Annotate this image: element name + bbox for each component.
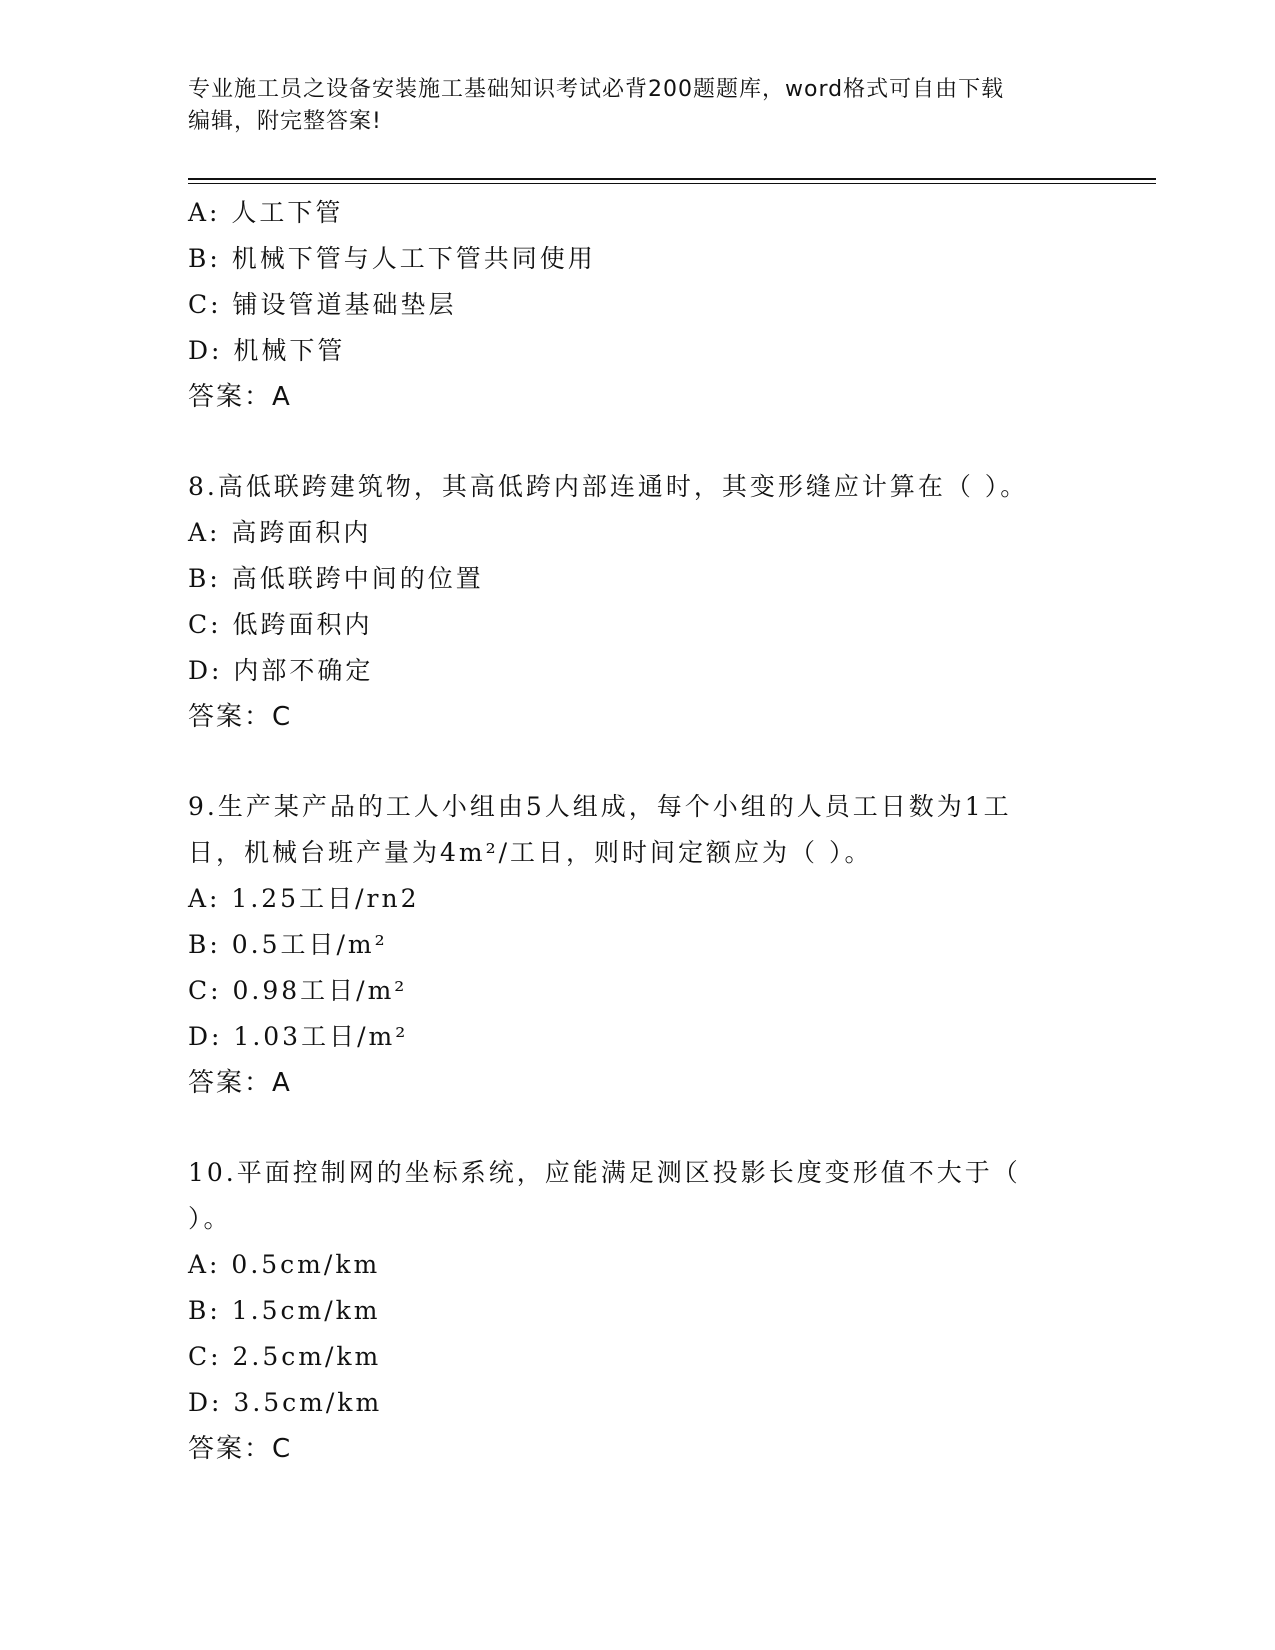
option-d: D: 内部不确定 xyxy=(188,656,374,685)
question-block-7 xyxy=(188,190,1088,420)
option-a: A: 高跨面积内 xyxy=(188,518,372,547)
spacer xyxy=(188,1106,1088,1150)
option-a: A: 1.25工日/rn2 xyxy=(188,884,420,913)
option-c: C: 0.98工日/m² xyxy=(188,976,408,1005)
question-stem-line-1: 9.生产某产品的工人小组由5人组成，每个小组的人员工日数为1工 xyxy=(188,792,1012,821)
answer-label: 答案：A xyxy=(188,382,292,412)
header-rule-thin xyxy=(188,183,1156,184)
question-list xyxy=(188,190,1088,1472)
document-header xyxy=(188,74,1068,138)
question-stem-line-1: 10.平面控制网的坐标系统，应能满足测区投影长度变形值不大于（ xyxy=(188,1158,1021,1187)
spacer xyxy=(188,740,1088,784)
question-stem-line-2: 日，机械台班产量为4m²/工日，则时间定额应为（ ）。 xyxy=(188,838,873,867)
option-d: D: 机械下管 xyxy=(188,336,346,365)
option-a: A: 人工下管 xyxy=(188,198,344,227)
question-block-9 xyxy=(188,784,1088,1106)
question-stem-line-2: ）。 xyxy=(188,1204,232,1233)
header-rule-thick xyxy=(188,178,1156,180)
option-b: B: 1.5cm/km xyxy=(188,1296,381,1325)
answer-label: 答案：C xyxy=(188,1434,293,1464)
option-b: B: 0.5工日/m² xyxy=(188,930,388,959)
option-d: D: 1.03工日/m² xyxy=(188,1022,409,1051)
option-a: A: 0.5cm/km xyxy=(188,1250,381,1279)
answer-label: 答案：A xyxy=(188,1068,292,1098)
question-block-8 xyxy=(188,464,1088,740)
option-b: B: 高低联跨中间的位置 xyxy=(188,564,484,593)
option-c: C: 2.5cm/km xyxy=(188,1342,382,1371)
question-stem: 8.高低联跨建筑物，其高低跨内部连通时，其变形缝应计算在（ ）。 xyxy=(188,472,1029,501)
spacer xyxy=(188,420,1088,464)
option-b: B: 机械下管与人工下管共同使用 xyxy=(188,244,596,273)
header-title-line-2: 编辑，附完整答案! xyxy=(188,109,382,134)
question-block-10 xyxy=(188,1150,1088,1472)
answer-label: 答案：C xyxy=(188,702,293,732)
option-d: D: 3.5cm/km xyxy=(188,1388,383,1417)
option-c: C: 低跨面积内 xyxy=(188,610,373,639)
option-c: C: 铺设管道基础垫层 xyxy=(188,290,457,319)
header-title-line-1: 专业施工员之设备安装施工基础知识考试必背200题题库，word格式可自由下载 xyxy=(188,77,1005,102)
